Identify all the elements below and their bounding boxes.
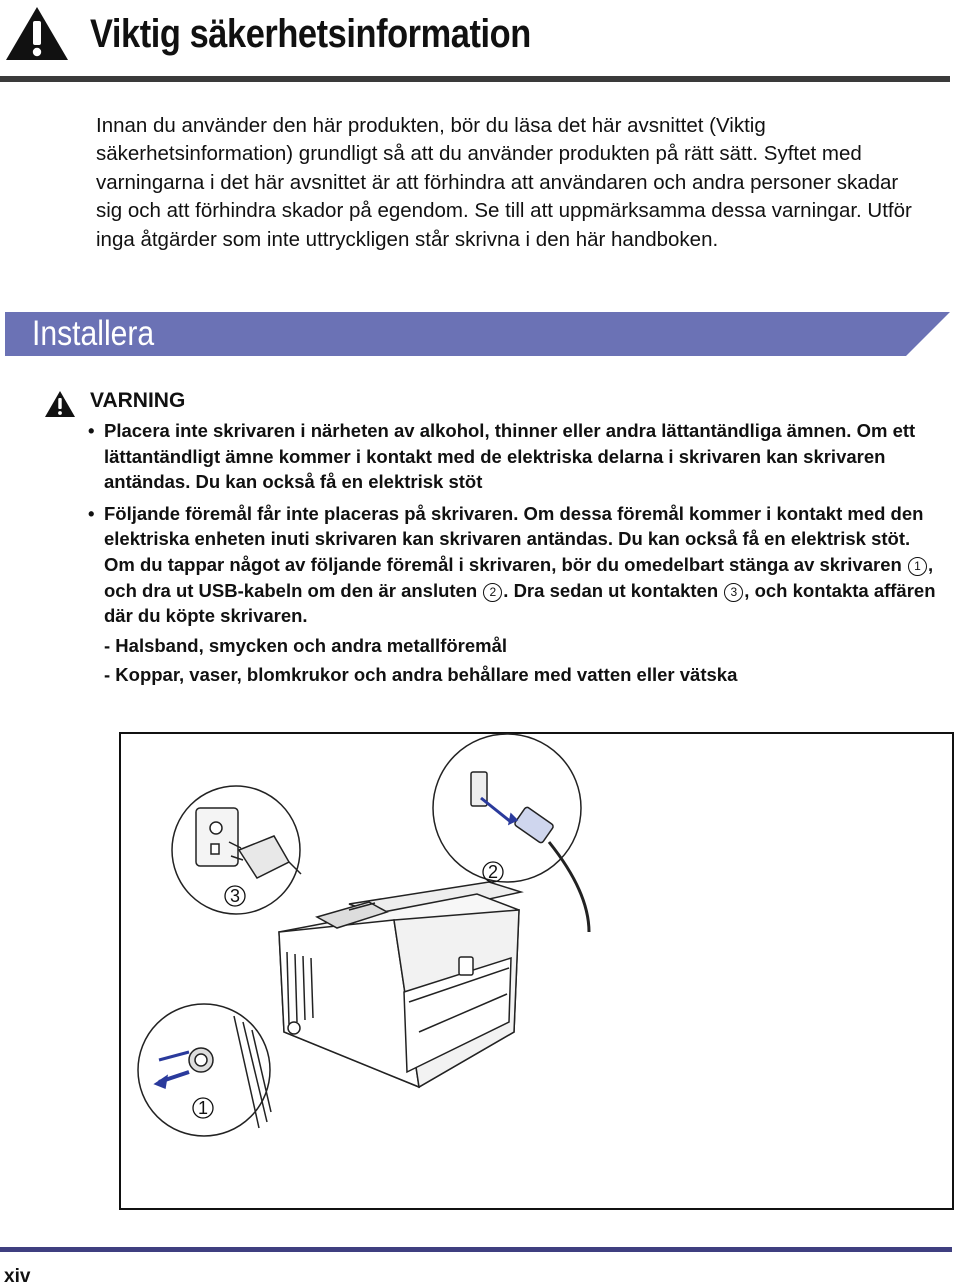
illustration-frame <box>119 732 954 1210</box>
footer-divider <box>0 1247 952 1252</box>
warning-label: VARNING <box>90 389 186 412</box>
warning-body <box>88 418 948 688</box>
callout-1-icon: 1 <box>908 557 927 576</box>
bullet-icon: • <box>88 420 95 441</box>
callout-2-icon: 2 <box>483 583 502 602</box>
callout-3-label: 3 <box>229 886 241 906</box>
title-divider <box>0 76 950 82</box>
warning-item-text: Placera inte skrivaren i närheten av alkohol, thinner eller andra lättantändliga ämnen. Om ett lättantändligt ämne kommer i kontakt med de elektriska delarna i skrivaren kan skrivaren antändas. Du kan också få en elektrisk stöt <box>104 420 916 493</box>
section-title: Installera <box>32 314 155 353</box>
printer-illustration <box>119 732 954 1210</box>
callout-1-label: 1 <box>197 1098 209 1118</box>
bullet-icon: • <box>88 502 95 524</box>
paragraph-text: , och kontakta affären där du köpte skrivaren. <box>104 579 936 627</box>
paragraph-text: , och dra ut USB-kabeln om den är ansluten <box>104 553 934 601</box>
warning-triangle-icon <box>44 390 76 418</box>
warning-item <box>88 418 948 495</box>
intro-paragraph: Innan du använder den här produkten, bör du läsa det här avsnittet (Viktig säkerhetsinformation) grundligt så att du använder produkten på rätt sätt. Syftet med varningarna i det här avsnittet är att förhindra att användaren och andra personer skadar sig och att förhindra skador på egendom. Se till att uppmärksamma dessa varningar. Utför inga åtgärder som inte uttryckligen står skrivna i den här handboken. <box>96 114 912 251</box>
page-title: Viktig säkerhetsinformation <box>90 12 531 56</box>
warning-triangle-icon <box>4 4 70 62</box>
warning-item-text: Följande föremål får inte placeras på skrivaren. Om dessa föremål kommer i kontakt med den elektriska enheten inuti skrivaren kan skrivaren antändas. Du kan också få en elektrisk stöt. <box>104 502 924 550</box>
page-number: xiv <box>4 1266 31 1287</box>
paragraph-text: Om du tappar något av följande föremål i skrivaren, bör du omedelbart stänga av skrivaren <box>104 553 902 575</box>
title-row <box>0 0 960 90</box>
warning-paragraph <box>88 552 948 629</box>
list-item: - Koppar, vaser, blomkrukor och andra behållare med vatten eller vätska <box>104 664 738 686</box>
warning-item <box>88 501 948 552</box>
section-band <box>5 312 950 356</box>
paragraph-text: . Dra sedan ut kontakten <box>503 579 719 601</box>
callout-2-label: 2 <box>487 862 499 882</box>
callout-3-icon: 3 <box>724 583 743 602</box>
list-item: - Halsband, smycken och andra metallföremål <box>104 634 508 656</box>
